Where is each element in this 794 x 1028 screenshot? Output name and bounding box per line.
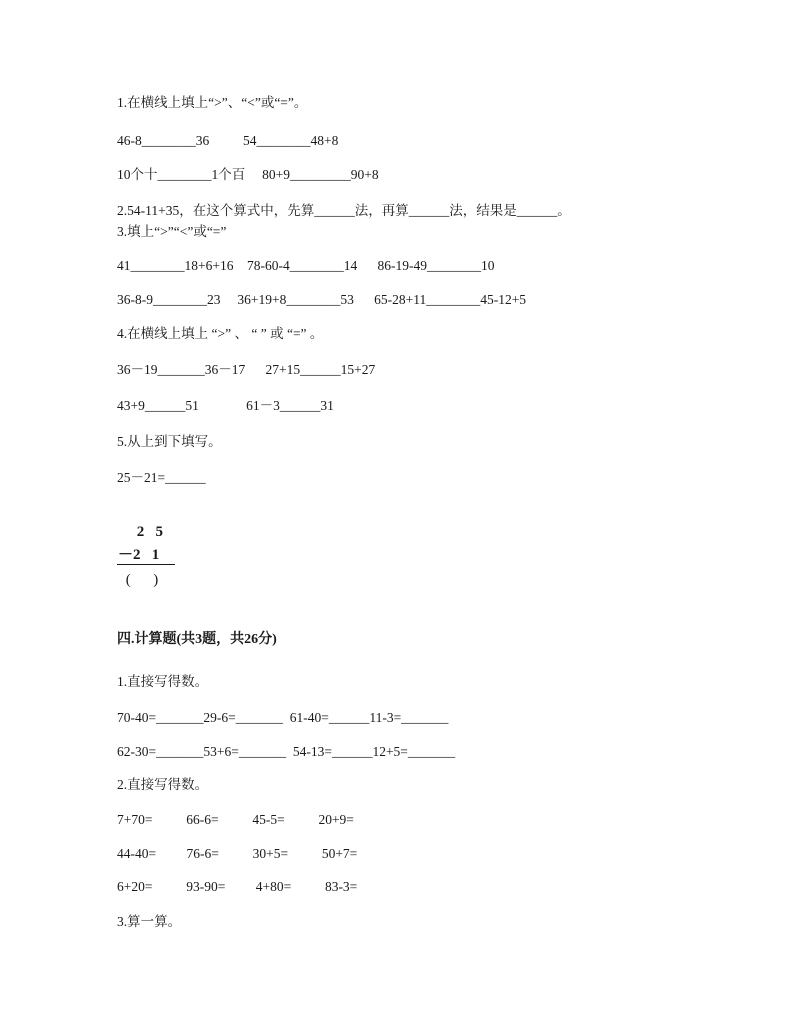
question-3-row-2: 36-8-9________23 36+19+8________53 65-28+11________45-12+5: [117, 292, 527, 307]
question-4-row-2: 43+9______51 61－3______31: [117, 398, 334, 413]
question-5-title: 5.从上到下填写。: [117, 434, 222, 449]
question-2-text: 2.54-11+35，在这个算式中，先算______法，再算______法，结果是______。: [117, 203, 571, 218]
question-1-title: 1.在横线上填上“>”、“<”或“=”。: [117, 95, 308, 110]
question-5-equation: 25－21=______: [117, 470, 206, 485]
calc-2-row-3: 6+20= 93-90= 4+80= 83-3=: [117, 879, 358, 894]
question-1-row-2: 10个十________1个百 80+9_________90+8: [117, 167, 379, 182]
question-4-title: 4.在横线上填上 “>” 、 “ ” 或 “=” 。: [117, 326, 324, 341]
question-1-row-1: 46-8________36 54________48+8: [117, 133, 339, 148]
calc-1-row-2: 62-30=_______53+6=_______ 54-13=______12+5=_______: [117, 744, 456, 759]
calc-2-title: 2.直接写得数。: [117, 777, 209, 792]
calc-1-title: 1.直接写得数。: [117, 674, 209, 689]
vertical-calc-subtrahend-row: －2 1: [118, 547, 160, 563]
calc-3-title: 3.算一算。: [117, 914, 182, 929]
question-3-row-1: 41________18+6+16 78-60-4________14 86-19-49________10: [117, 258, 495, 273]
calc-1-row-1: 70-40=_______29-6=_______ 61-40=______11-3=_______: [117, 710, 449, 725]
vertical-calc-answer-row: ( ): [122, 572, 159, 588]
section-heading: 四.计算题(共3题，共26分): [117, 632, 277, 647]
vertical-calc-top-row: 2 5: [133, 524, 163, 540]
vertical-calc-rule: [117, 564, 175, 565]
question-4-row-1: 36－19_______36－17 27+15______15+27: [117, 362, 376, 377]
question-3-title: 3.填上“>”“<”或“=”: [117, 224, 227, 239]
calc-2-row-2: 44-40= 76-6= 30+5= 50+7=: [117, 846, 358, 861]
calc-2-row-1: 7+70= 66-6= 45-5= 20+9=: [117, 812, 354, 827]
